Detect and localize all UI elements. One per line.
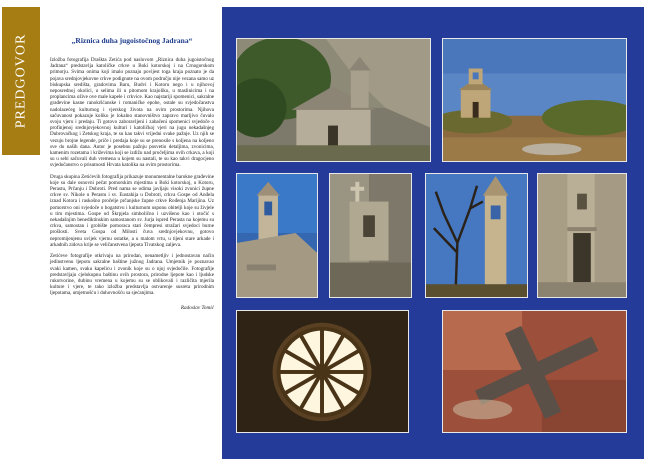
article-paragraph-1: Izložba fotografija Draškta Zetića pod naslovom „Riznica duha jugoistočnog Jadrana“ predstavlja katoličke crkve u Boki kotorskoj i na Crnogorskom primorju. Svima onima koji imalo poznaju povijest toga kraja poznato je da pojava srednjovjekovne crkve podignute na ovom području nije vezana samo uz biskupska središta, gradovima Baru, Budvi i Kotoru nego i u njihovoj neposrednoj okolici, u selima ili u pitomom krajoliku, u maslinicima i na proplancima ožive ove male kapele i crkvice. Kao najstariji spomenici, sakralne građevine kasne ranokršćanske i romaničke epohe, ostale su svjedočanstva nadolazećeg kulturnog i vjerskog života na ovim prostorima. Njihova sačuvanost pokazuje koliko je lokalno stanovništvo zapravo marljivo čuvalo svoju vjeru i predaju. Ti gotovo zaboravljeni i zabačeni spomenici svjedoče o profinjenoj srednjovjekovnoj kulturi i katoličkoj vjeri na jugu nekadašnjeg Dubrovačkog i Zetskog kraja, te su kao takvi vrijedni svake pažnje. Uz njih se vezuju brojne legende, priče i predaja koje su se prenosile s koljena na koljeno sve do naših dana. Autor je posebnu pažnju posvetio detaljima, zvonicima, kamenim rozetama i križevima koji se izdižu nad pročeljima ovih crkava, a koji su u sebi sačuvali duh vremena u kojem su nastali, te su kao takvi dragocjeno svjedočanstvo o prisutnosti Hrvata katolika na ovim prostorima. bbox=[50, 57, 214, 169]
article-title: „Riznica duha jugoistočnog Jadrana“ bbox=[71, 36, 193, 45]
article-paragraph-3: Zetićeve fotografije otkrivaju na prirodan, nenametljiv i jednostavan način jedinstvenu ljepotu sakralne baštine južnog Jadrana. Umjetnik je poznavao svaki kamen, svaku kapelicu i zvonik koje su o njoj svjedočile. Fotografije predstavljaju cjelokupnu baštinu ovih prostora, prirodne ljepote kao i ljudske rukotvorine, dubinu vremena u kojemu su se oblikovali i različita mjerila kulture i vjere, te tako izložba predstavlja ostvarenje susreta prirodnim ljepotama, umjetnošću i duhovnošću sa sjećanjima. bbox=[50, 253, 214, 297]
photo-gable-cross bbox=[329, 173, 412, 298]
section-label: PREDGOVOR bbox=[13, 33, 29, 129]
photo-stone-cross bbox=[442, 310, 627, 433]
photo-bell-gable bbox=[236, 173, 318, 298]
article-paragraph-2: Druga skupina Zetićevih fotografija prikazuje monumentalne barokne građevine koje su dale osnovni pečat pomorskim mjestima u Boki kotorskoj, u Kotoru, Perastu, Prčanju i Dobroti. Pred nama se odima javljaju visoki zvonici župne crkve sv. Nikole u Perastu i sv. Eustahija u Dobroti, crkva Gospe od Anđela iznad Kotora i raskošno pročelje prčanjske župne crkve Rođenja Marijina. Uz pomorstvo oni svjedoče o bogatstvu i kulturnom usponu obitelji koje su živjele u tim mjestima. Gospe od Škrpjela simbolično i uzvišeno kao i otočić s nekadašnjim benediktinskim samostanom sv. Jurja ispred Perasta na kojemu su crkva, samostan i grobište pomoraca stari čempresi stražari svjedoci burne prošlosti. Sveta Gospa od Milosti čuva srednjovjekovnu, gotovo nepromijenjenu uvijek vjernu ostatke, a u malom vrtu, u tijeni stare arkade i arkadnih zidova krije se veličanstvena ljepota Tivatskog zaljeva. bbox=[50, 173, 214, 248]
photo-hill-chapel bbox=[442, 38, 627, 162]
photo-cliff-church bbox=[236, 38, 431, 162]
photo-church-facade bbox=[537, 173, 627, 298]
section-label-box bbox=[2, 7, 40, 155]
photo-tree-tower bbox=[425, 173, 528, 298]
article bbox=[50, 16, 214, 456]
photo-rose-window bbox=[236, 310, 409, 433]
author-signature: Radoslav Tomić bbox=[180, 304, 214, 311]
